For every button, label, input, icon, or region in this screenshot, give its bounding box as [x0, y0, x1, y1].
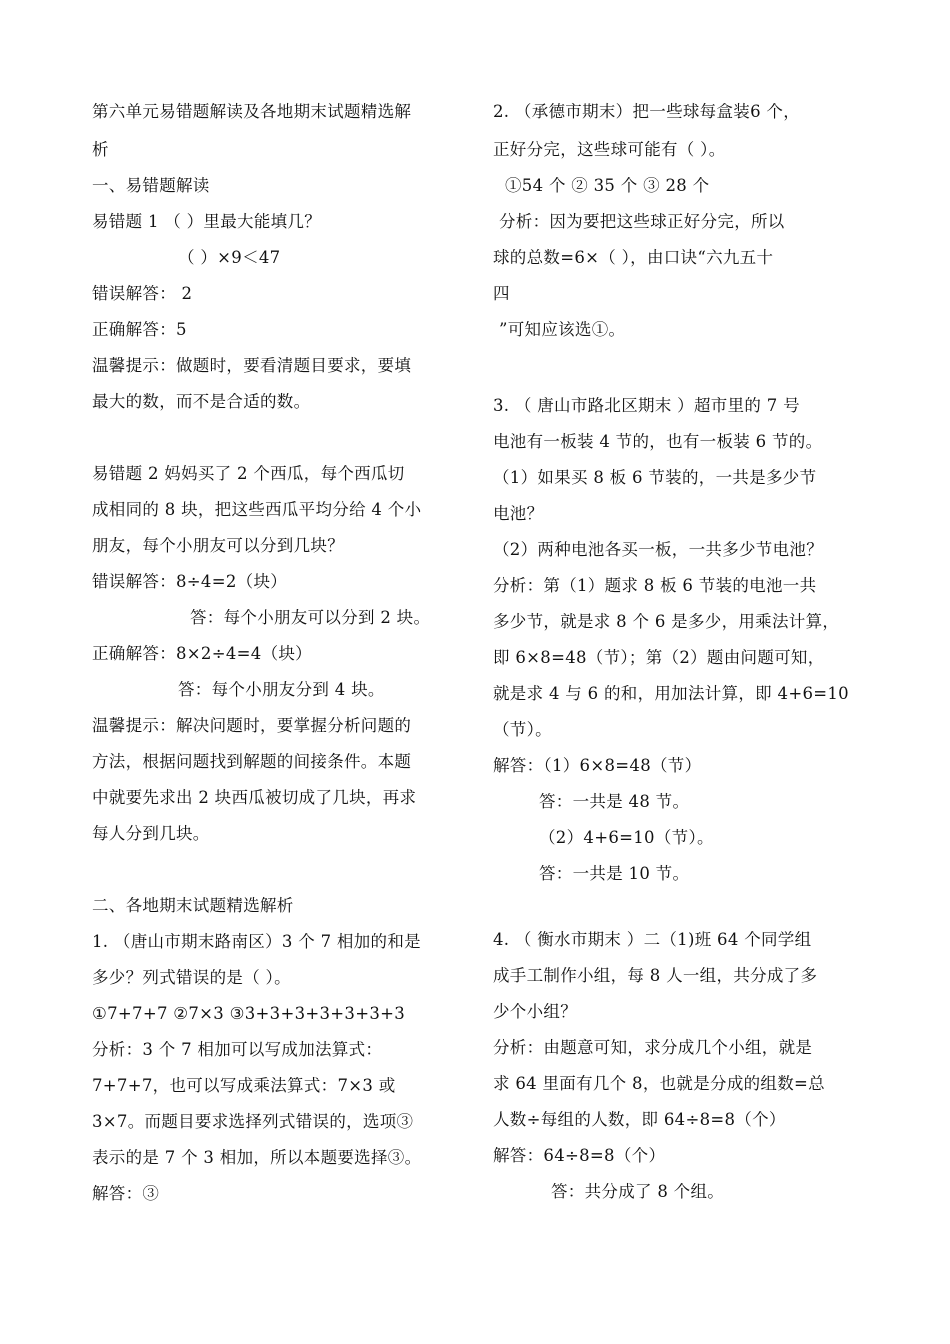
right-text-line: （1）如果买 8 板 6 节装的，一共是多少节 [493, 468, 817, 487]
right-text-line: 四 [493, 284, 510, 303]
left-text-line: 温馨提示：做题时，要看清题目要求，要填 [92, 356, 412, 375]
left-text-line: 7+7+7，也可以写成乘法算式：7×3 或 [92, 1076, 396, 1095]
right-text-line: 成手工制作小组，每 8 人一组，共分成了多 [493, 966, 818, 985]
left-text-line: 错误解答： 2 [92, 284, 193, 303]
left-text-line: 解答：③ [92, 1184, 160, 1203]
left-text-line: 易错题 2 妈妈买了 2 个西瓜，每个西瓜切 [92, 464, 405, 483]
left-text-line: 析 [92, 140, 109, 159]
right-text-line: 答：共分成了 8 个组。 [551, 1182, 725, 1201]
left-text-line: 第六单元易错题解读及各地期末试题精选解 [92, 102, 412, 121]
left-text-line: 答：每个小朋友可以分到 2 块。 [190, 608, 431, 627]
left-text-line: 1. （唐山市期末路南区）3 个 7 相加的和是 [92, 932, 421, 951]
left-text-line: 中就要先求出 2 块西瓜被切成了几块，再求 [92, 788, 417, 807]
right-text-line: 就是求 4 与 6 的和，用加法计算，即 4+6=10 [493, 684, 849, 703]
right-text-line: 求 64 里面有几个 8，也就是分成的组数=总 [493, 1074, 825, 1093]
left-text-line: 方法，根据问题找到解题的间接条件。本题 [92, 752, 412, 771]
right-text-line: ①54 个 ② 35 个 ③ 28 个 [505, 176, 710, 195]
left-text-line: 每人分到几块。 [92, 824, 210, 843]
left-text-line: 错误解答：8÷4=2（块） [92, 572, 288, 591]
right-text-line: 3. （ 唐山市路北区期末 ）超市里的 7 号 [493, 396, 800, 415]
left-text-line: 二、各地期末试题精选解析 [92, 896, 294, 915]
right-text-line: （2）4+6=10（节）。 [539, 828, 714, 847]
left-text-line: ①7+7+7 ②7×3 ③3+3+3+3+3+3+3 [92, 1004, 406, 1023]
right-text-line: 分析：第（1）题求 8 板 6 节装的电池一共 [493, 576, 817, 595]
left-text-line: 答：每个小朋友分到 4 块。 [178, 680, 385, 699]
left-text-line: 多少？列式错误的是（ ）。 [92, 968, 291, 987]
right-text-line: 答：一共是 10 节。 [539, 864, 690, 883]
right-text-line: 解答：64÷8=8（个） [493, 1146, 666, 1165]
right-text-line: 答：一共是 48 节。 [539, 792, 690, 811]
left-text-line: 朋友，每个小朋友可以分到几块？ [92, 536, 344, 555]
right-text-line: 4. （ 衡水市期末 ）二（1)班 64 个同学组 [493, 930, 812, 949]
right-text-line: 人数÷每组的人数，即 64÷8=8（个） [493, 1110, 786, 1129]
left-text-line: 表示的是 7 个 3 相加，所以本题要选择③。 [92, 1148, 422, 1167]
left-text-line: 3×7。而题目要求选择列式错误的，选项③ [92, 1112, 414, 1131]
left-text-line: 正确解答：5 [92, 320, 187, 339]
left-text-line: 一、易错题解读 [92, 176, 210, 195]
right-text-line: 少个小组？ [493, 1002, 577, 1021]
right-text-line: 电池有一板装 4 节的，也有一板装 6 节的。 [493, 432, 823, 451]
right-text-line: （2）两种电池各买一板，一共多少节电池？ [493, 540, 823, 559]
right-text-line: 多少节，就是求 8 个 6 是多少，用乘法计算， [493, 612, 840, 631]
right-text-line: 分析：因为要把这些球正好分完，所以 [499, 212, 785, 231]
left-text-line: （ ）×9＜47 [178, 248, 281, 267]
right-text-line: ”可知应该选①。 [499, 320, 626, 339]
left-text-line: 温馨提示：解决问题时，要掌握分析问题的 [92, 716, 412, 735]
right-text-line: 电池？ [493, 504, 544, 523]
left-text-line: 成相同的 8 块，把这些西瓜平均分给 4 个小 [92, 500, 422, 519]
left-text-line: 正确解答：8×2÷4=4（块） [92, 644, 312, 663]
right-text-line: 解答：（1）6×8=48（节） [493, 756, 702, 775]
left-text-line: 易错题 1 （ ）里最大能填几？ [92, 212, 322, 231]
left-text-line: 分析：3 个 7 相加可以写成加法算式： [92, 1040, 383, 1059]
right-text-line: 正好分完，这些球可能有（ ）。 [493, 140, 726, 159]
left-text-line: 最大的数，而不是合适的数。 [92, 392, 311, 411]
right-text-line: 即 6×8=48（节）；第（2）题由问题可知， [493, 648, 825, 667]
right-text-line: 分析：由题意可知，求分成几个小组，就是 [493, 1038, 813, 1057]
right-text-line: （节）。 [493, 720, 552, 739]
right-text-line: 2. （承德市期末）把一些球每盒装6 个， [493, 102, 801, 121]
right-text-line: 球的总数=6×（ ），由口诀“六九五十 [493, 248, 774, 267]
